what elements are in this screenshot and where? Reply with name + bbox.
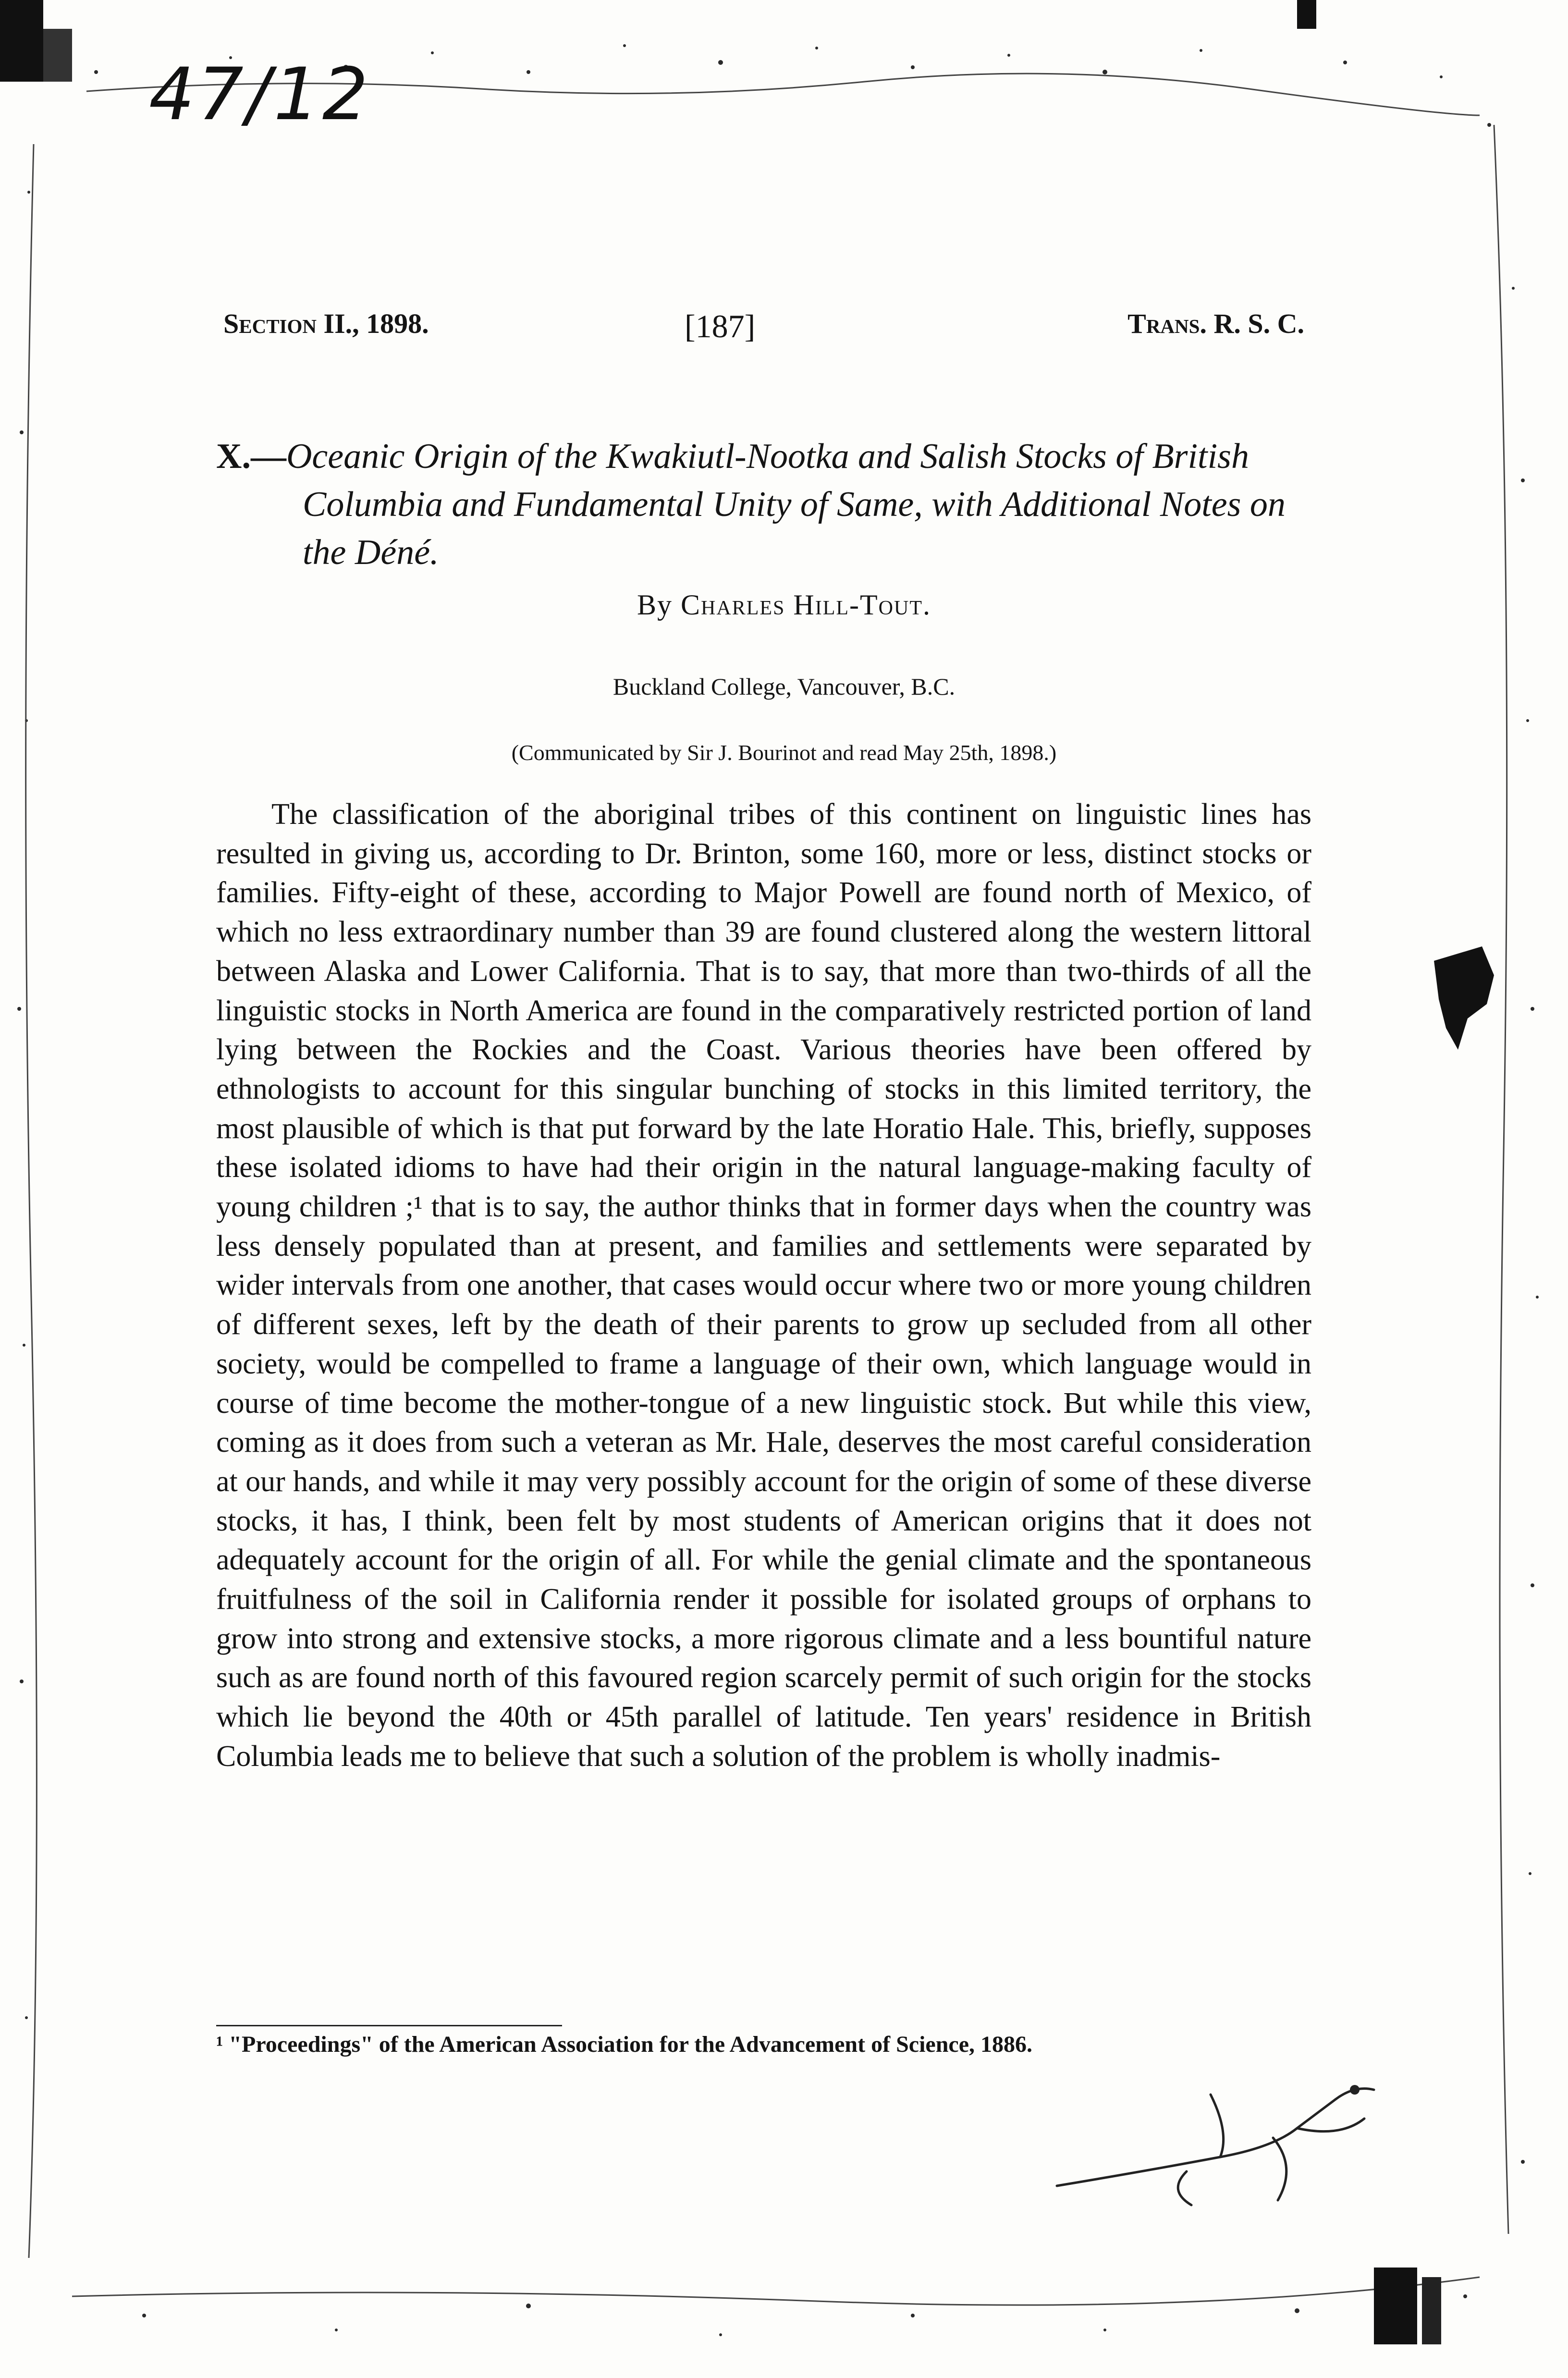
- author-by: By: [637, 589, 673, 621]
- footnote: ¹ "Proceedings" of the American Association for the Advancement of Science, 1886.: [216, 2032, 1033, 2057]
- header-section: Section II., 1898.: [223, 308, 429, 339]
- header-journal: Trans. R. S. C.: [1127, 308, 1304, 339]
- ink-blot-mark: [1429, 946, 1496, 1052]
- running-header: [223, 307, 1304, 351]
- handwritten-catalog-note: 47/12: [149, 53, 371, 136]
- author-affiliation: Buckland College, Vancouver, B.C.: [612, 673, 956, 700]
- pen-doodle-mark: [1047, 2056, 1384, 2215]
- article-title: [216, 432, 1311, 576]
- article-title-text: Oceanic Origin of the Kwakiutl-Nootka and Salish Stocks of British Columbia and Fundamental Unity of Same, with Additional Notes on the Déné.: [286, 437, 1286, 572]
- footnote-divider: [216, 2025, 562, 2026]
- communicated-note: (Communicated by Sir J. Bourinot and read May 25th, 1898.): [511, 740, 1057, 765]
- body-paragraph: The classification of the aboriginal tribes of this continent on linguistic lines has resulted in giving us, according to Dr. Brinton, some 160, more or less, distinct stocks or families. Fifty-eight of these, according to Major Powell are found north of Mexico, of which no less extraordinary number than 39 are found clustered along the western littoral between Alaska and Lower California. That is to say, that more than two-thirds of all the linguistic stocks in North America are found in the comparatively restricted portion of land lying between the Rockies and the Coast. Various theories have been offered by ethnologists to account for this singular bunching of stocks in this limited territory, the most plausible of which is that put forward by the late Horatio Hale. This, briefly, supposes these isolated idioms to have had their origin in the natural language-making faculty of young children ;¹ that is to say, the author thinks that in former days when the country was less densely populated than at present, and families and settlements were separated by wider intervals from one another, that cases would occur where two or more young children of different sexes, left by the death of their parents to grow up secluded from all other society, would be compelled to frame a language of their own, which language would in course of time become the mother-tongue of a new linguistic stock. But while this view, coming as it does from such a veteran as Mr. Hale, deserves the most careful consideration at our hands, and while it may very possibly account for the origin of some of these diverse stocks, it has, I think, been felt by most students of American origins that it does not adequately account for the origin of all. For while the genial climate and the spontaneous fruitfulness of the soil in California render it possible for isolated groups of orphans to grow into strong and extensive stocks, a more rigorous climate and a less bountiful nature such as are found north of this favoured region scarcely permit of such origin for the stocks which lie beyond the 40th or 45th parallel of latitude. Ten years' residence in British Columbia leads me to believe that such a solution of the problem is wholly inadmis-: [216, 798, 1311, 1773]
- article-number: X.—: [216, 437, 286, 476]
- header-page-number: [187]: [685, 308, 756, 344]
- author-name: Charles Hill-Tout.: [681, 589, 931, 621]
- author-line: [0, 588, 1568, 622]
